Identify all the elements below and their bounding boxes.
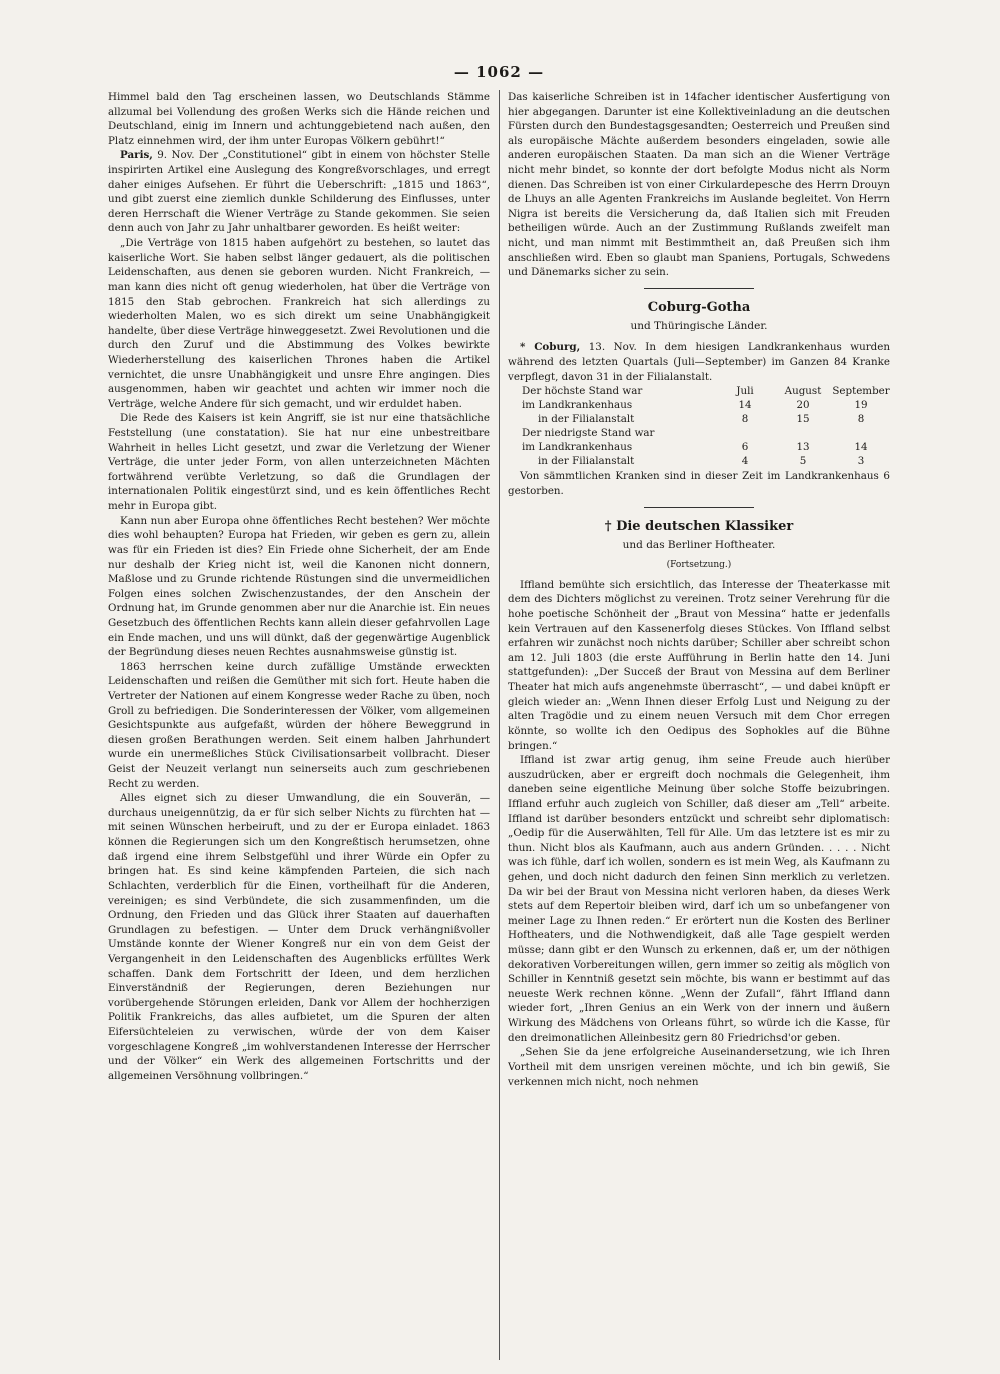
- column-divider: [499, 90, 500, 1360]
- table-row: [508, 399, 890, 413]
- table-row: [508, 455, 890, 469]
- page-number: — 1062 —: [453, 63, 545, 81]
- paragraph: * Coburg, 13. Nov. In dem hiesigen Landkrankenhaus wurden während des letzten Quartals (Juli—September) im Ganzen 84 Kranke verpflegt, davon 31 in der Filialanstalt.: [508, 341, 890, 383]
- paragraph: Paris, 9. Nov. Der „Constitutionel“ gibt in einem von höchster Stelle inspirirten Artikel eine Auslegung des Kongreßvorschlages, und erregt daher einiges Aufsehen. Er führt die Ueberschrift: „1815 und 1863“, und gibt zuerst eine ziemlich dunkle Schilderung des Einflusses, unter deren Herrschaft die Wiener Verträge zu Stande gekommen. Sie seien denn auch von Jahr zu Jahr unhaltbarer geworden. Es heißt weiter:: [108, 149, 490, 235]
- table-cell: 8: [741, 412, 749, 425]
- paragraph: Von sämmtlichen Kranken sind in dieser Zeit im Landkrankenhaus 6 gestorben.: [508, 470, 890, 498]
- dateline: * Coburg,: [520, 341, 581, 354]
- section-divider: [644, 507, 754, 508]
- table-cell: 14: [738, 399, 752, 411]
- table-cell: 6: [741, 440, 749, 453]
- table-row: [508, 441, 890, 455]
- dateline: Paris,: [120, 149, 153, 162]
- table-cell: 5: [799, 454, 807, 467]
- table-cell: 19: [854, 399, 868, 411]
- patient-statistics-table: [508, 385, 890, 468]
- section-subtitle-classics: und das Berliner Hoftheater.: [622, 539, 776, 552]
- right-column: [508, 90, 890, 1360]
- table-cell: 14: [854, 440, 868, 453]
- paragraph: „Die Verträge von 1815 haben aufgehört zu bestehen, so lautet das kaiserliche Wort. Sie haben selbst länger gedauert, als die politischen Leidenschaften, aus denen sie geboren wurden. Nicht Frankreich, — man kann dies nicht oft genug wiederholen, hat über die Verträge von 1815 den Stab gebrochen. Frankreich hat sich allerdings zu wiederholten Malen, wo es sich direkt um seine Unabhängigkeit handelte, über diese Verträge hinweggesetzt. Zwei Revolutionen und die durch den Zuruf und die Abstimmung des Volkes bewirkte Wiederherstellung des kaiserlichen Thrones haben die Artikel vernichtet, die unsre Unabhängigkeit und unsre Ehre angingen. Dies ausgenommen, haben wir geachtet und achten wir immer noch die Verträge, welche Andere für sich gemacht, und wir erduldet haben.: [108, 237, 490, 410]
- table-cell: 3: [857, 454, 865, 467]
- paragraph: Himmel bald den Tag erscheinen lassen, wo Deutschlands Stämme allzumal bei Vollendung des großen Werks sich die Hände reichen und Deutschland, einig im Innern und achtunggebietend nach außen, den Platz einnehmen wird, der ihm unter Europas Völkern gebührt!“: [108, 91, 490, 147]
- paragraph: Iffland bemühte sich ersichtlich, das Interesse der Theaterkasse mit dem des Dichters möglichst zu vereinen. Trotz seiner Verehrung für die hohe poetische Schönheit der „Braut von Messina“ hatte er jedenfalls kein Vertrauen auf den Kassenerfolg dieses Stückes. Von Iffland selbst erfahren wir zunächst noch nichts darüber; Schiller aber schreibt schon am 12. Juli 1803 (die erste Aufführung in Berlin hatte den 14. Juni stattgefunden): „Der Succeß der Braut von Messina auf dem Berliner Theater hat mich aufs angenehmste überrascht“, — und dabei knüpft er gleich wieder an: „Wenn Ihnen dieser Erfolg Lust und Neigung zu der alten Tragödie und zu einem neuen Versuch mit dem Chor erregen könnte, so wollte ich den Oedipus des Sophokles auf die Bühne bringen.“: [508, 578, 890, 752]
- paragraph: Iffland ist zwar artig genug, ihm seine Freude auch hierüber auszudrücken, aber er ergreift doch nochmals die Gelegenheit, ihm daneben seine eigentliche Meinung über solche Stoffe beizubringen. Iffland erfuhr auch zugleich von Schiller, daß dieser am „Tell“ arbeite. Iffland ist darüber besonders entzückt und schreibt sehr diplomatisch: „Oedip für die Auserwählten, Tell für Alle. Um das letztere ist es mir zu thun. Nicht blos als Kaufmann, auch aus andern Gründen. . . . . Nicht was ich fühle, darf ich wollen, sondern es ist mein Weg, als Kaufmann zu gehen, und doch nicht dadurch den feinen Sinn merklich zu verletzen. Da wir bei der Braut von Messina nicht verloren haben, da dieses Werk stets auf dem Repertoir bleiben wird, darf ich um so unbefangener von meiner Lage zu Ihnen reden.“ Er erörtert nun die Kosten des Berliner Hoftheaters, und die Nothwendigkeit, daß alle Tage gespielt werden müsse; dann gibt er den Wunsch zu erkennen, daß er, um der nöthigen dekorativen Vorbereitungen willen, gern immer so zeitig als möglich von Schiller in Kenntniß gesetzt sein möchte, bis wann er bestimmt auf das neueste Werk rechnen könne. „Wenn der Zufall“, fährt Iffland dann wieder fort, „Ihren Genius an ein Werk von der innern und äußern Wirkung des Mädchens von Orleans führt, so würde ich die Kasse, für den dreimonatlichen Alleinbesitz gern 80 Friedrichsd'or geben.: [508, 754, 890, 1044]
- table-row: [508, 385, 890, 399]
- table-cell: 4: [741, 454, 749, 467]
- table-label: in der Filialanstalt: [538, 412, 635, 425]
- section-subtitle-coburg: und Thüringische Länder.: [630, 320, 768, 333]
- table-header: Juli: [736, 385, 754, 398]
- section-title-classics: † Die deutschen Klassiker: [604, 518, 794, 534]
- table-row: [508, 413, 890, 427]
- continuation-note: (Fortsetzung.): [666, 560, 732, 571]
- section-divider: [644, 288, 754, 289]
- table-cell: 15: [796, 412, 810, 425]
- table-row: [508, 427, 890, 441]
- table-label: Der niedrigste Stand war: [522, 426, 655, 439]
- table-label: Der höchste Stand war: [522, 385, 643, 398]
- table-label: in der Filialanstalt: [538, 454, 635, 467]
- paragraph: Die Rede des Kaisers ist kein Angriff, sie ist nur eine thatsächliche Feststellung (une constatation). Sie hat nur eine unbestreitbare Wahrheit in helles Licht gesetzt, und zwar die Verletzung der Wiener Verträge, die unter jeder Form, von allen unterzeichneten Mächten fortwährend verübte Verletzung, so daß die Grundlagen der internationalen Politik eingestürzt sind, und es kein öffentliches Recht mehr in Europa gibt.: [108, 412, 490, 513]
- table-cell: 20: [796, 399, 810, 411]
- left-column: [108, 90, 490, 1360]
- paragraph: Kann nun aber Europa ohne öffentliches Recht bestehen? Wer möchte dies wohl behaupten? Europa hat Frieden, wir geben es gern zu, allein was für ein Frieden ist dies? Ein Friede ohne Sicherheit, der am Ende nur deshalb der Krieg nicht ist, weil die Kanonen nicht donnern, Maßlose und zu Grunde richtende Rüstungen sind die unvermeidlichen Folgen eines solchen Zwischenzustandes, der den Anschein der Ordnung hat, im Grunde genommen aber nur die Anarchie ist. Ein neues Gesetzbuch des öffentlichen Rechts kann allein dieser gefahrvollen Lage ein Ende machen, und uns will dünkt, daß der gegenwärtige Augenblick der Begründung dieses neuen Rechtes ausnahmsweise günstig ist.: [108, 514, 490, 659]
- paragraph: „Sehen Sie da jene erfolgreiche Auseinandersetzung, wie ich Ihren Vortheil mit dem unsrigen vereinen möchte, und ich bin gewiß, Sie verkennen mich nicht, noch nehmen: [508, 1046, 890, 1088]
- table-cell: 13: [796, 440, 810, 453]
- article-columns: [108, 90, 890, 1360]
- table-label: im Landkrankenhaus: [522, 399, 633, 411]
- table-header: September: [832, 385, 890, 398]
- table-label: im Landkrankenhaus: [522, 440, 633, 453]
- section-title-coburg: Coburg-Gotha: [647, 299, 751, 315]
- paragraph: Das kaiserliche Schreiben ist in 14facher identischer Ausfertigung von hier abgegangen. Darunter ist eine Kollektiveinladung an die deutschen Fürsten durch den Bundestagsgesandten; Oesterreich und Preußen sind als europäische Mächte außerdem besonders eingeladen, sowie alle anderen europäischen Staaten. Da man sich an die Wiener Verträge nicht mehr bindet, so konnte der dort befolgte Modus nicht als Norm dienen. Das Schreiben ist von einer Cirkulardepesche des Herrn Drouyn de Lhuys an alle Agenten Frankreichs im Auslande begleitet. Von Herrn Nigra ist bereits die Versicherung da, daß Italien sich mit Freuden betheiligen würde. Auch an der Zustimmung Rußlands zweifelt man nicht, und man nimmt mit Bestimmtheit an, daß Preußen sich ihm anschließen wird. Eben so glaubt man Spaniens, Portugals, Schwedens und Dänemarks sicher zu sein.: [508, 91, 890, 279]
- paragraph: Alles eignet sich zu dieser Umwandlung, die ein Souverän, — durchaus uneigennützig, da er für sich selber Nichts zu fürchten hat — mit seinen Wünschen herbeiruft, und zu der er Europa einladet. 1863 können die Regierungen sich um den Kongreßtisch herumsetzen, ohne daß irgend eine ihrem Selbstgefühl und ihrer Würde ein Opfer zu bringen hat. Es sind keine kämpfenden Parteien, die sich nach Schlachten, verderblich für die Einen, vortheilhaft für die Anderen, vereinigen; es sind Verbündete, die sich zusammenfinden, um die Ordnung, den Frieden und das Glück ihrer Staaten auf dauerhaften Grundlagen zu befestigen. — Unter dem Druck verhängnißvoller Umstände konnte der Wiener Kongreß nur ein von dem Geist der Vergangenheit in den Leidenschaften des Augenblicks erfülltes Werk schaffen. Dank dem Fortschritt der Ideen, und dem herzlichen Einverständniß der Regierungen, deren Beziehungen nur vorübergehende Störungen erleiden, Dank vor Allem der hochherzigen Politik Frankreichs, das alles aufbietet, um die Spuren der alten Eifersüchteleien zu verwischen, würde der von dem Kaiser vorgeschlagene Kongreß „im wohlverstandenen Interesse der Herrscher und der Völker“ ein Werk des allgemeinen Fortschritts und der allgemeinen Versöhnung vollbringen.“: [108, 792, 490, 1082]
- paragraph: 1863 herrschen keine durch zufällige Umstände erweckten Leidenschaften und reißen die Gemüther mit sich fort. Heute haben die Vertreter der Nationen auf einem Kongresse weder Rache zu üben, noch Groll zu befriedigen. Die Sonderinteressen der Völker, vom allgemeinen Gesichtspunkte aus aufgefaßt, würden der höhere Beweggrund in diesen großen Berathungen werden. Seit einem halben Jahrhundert wurde ein unermeßliches Stück Civilisationsarbeit vollbracht. Dieser Geist der Neuzeit verlangt nun seinerseits auch zum geschriebenen Recht zu werden.: [108, 660, 490, 790]
- table-header: August: [784, 385, 822, 398]
- table-cell: 8: [857, 412, 865, 425]
